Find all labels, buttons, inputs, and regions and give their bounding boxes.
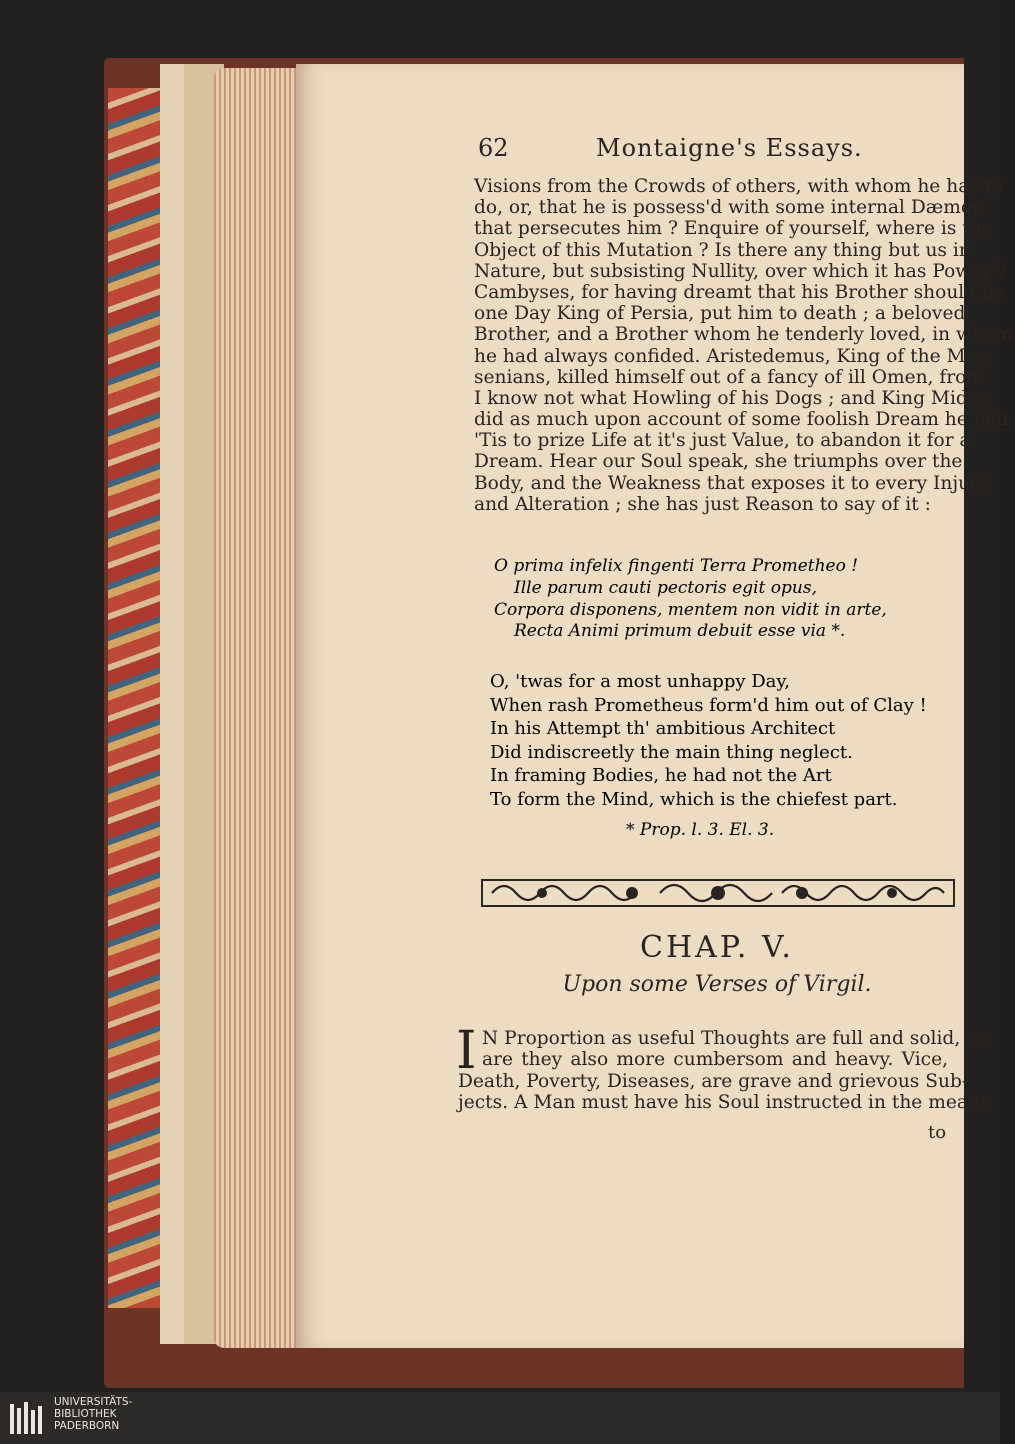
text-line: Cambyses, for having dreamt that his Brother should be <box>474 281 1005 303</box>
text-line: Dream. Hear our Soul speak, she triumphs over the <box>474 451 963 473</box>
english-verse <box>490 670 927 811</box>
page-edges <box>214 68 300 1348</box>
verse-line: Corpora disponens, mentem non vidit in arte, <box>494 599 887 620</box>
verse-line: O prima infelix fingenti Terra Prometheo ! <box>494 556 859 576</box>
text-line: do, or, that he is possess'd with some internal Dæmon <box>474 197 985 219</box>
paragraph-2 <box>456 1021 990 1114</box>
text-line: did as much upon account of some foolish Dream he had. <box>474 409 1015 431</box>
text-line: jects. A Man must have his Soul instructed in the means <box>458 1092 990 1114</box>
chapter-subtitle: Upon some Verses of Virgil. <box>562 972 872 997</box>
viewer-footer <box>0 1392 1000 1444</box>
ornament-icon <box>482 872 954 914</box>
footnote: * Prop. l. 3. El. 3. <box>626 820 775 840</box>
text-line: he had always confided. Aristedemus, King of the Mes- <box>474 345 993 367</box>
running-title: Montaigne's Essays. <box>596 134 863 162</box>
running-head <box>478 134 863 168</box>
text-line: one Day King of Persia, put him to death ; a beloved <box>474 303 966 325</box>
verse-line: To form the Mind, which is the chiefest part. <box>490 788 898 810</box>
library-logo-text <box>54 1396 132 1432</box>
text-line: that persecutes him ? Enquire of yourself, where is the <box>474 218 993 240</box>
marbled-paper <box>108 88 164 1308</box>
logo-line: UNIVERSITÄTS- <box>54 1396 133 1408</box>
text-line: and Alteration ; she has just Reason to say of it : <box>474 493 931 515</box>
text-line: I know not what Howling of his Dogs ; and King Midas <box>474 387 989 409</box>
logo-line: PADERBORN <box>54 1420 120 1432</box>
verse-line: In framing Bodies, he had not the Art <box>490 765 832 786</box>
text-line: Object of this Mutation ? Is there any thing but us in <box>474 239 971 261</box>
drop-cap: I <box>456 1021 477 1081</box>
logo-line: BIBLIOTHEK <box>54 1408 117 1420</box>
text-line: are they also more cumbersom and heavy. Vice, <box>482 1049 948 1071</box>
text-line: Visions from the Crowds of others, with whom he has to <box>474 176 1004 197</box>
text-line: 'Tis to prize Life at it's just Value, to abandon it for a <box>474 430 971 452</box>
verse-line: When rash Prometheus form'd him out of Clay ! <box>490 694 927 716</box>
catchword: to <box>928 1122 947 1143</box>
paragraph-1 <box>474 176 1015 515</box>
verse-line: O, 'twas for a most unhappy Day, <box>490 671 790 692</box>
verse-line: Did indiscreetly the main thing neglect. <box>490 741 853 763</box>
verse-line: Ille parum cauti pectoris egit opus, <box>514 577 817 598</box>
page-number: 62 <box>478 134 509 162</box>
text-line: Brother, and a Brother whom he tenderly loved, in whom <box>474 324 1013 346</box>
library-logo-icon <box>8 1398 48 1438</box>
verse-line: Recta Animi primum debuit esse via *. <box>514 621 846 642</box>
text-line: Death, Poverty, Diseases, are grave and grievous Sub- <box>458 1070 969 1092</box>
text-line: Body, and the Weakness that exposes it to every Injury <box>474 472 990 494</box>
verse-line: In his Attempt th' ambitious Architect <box>490 718 836 739</box>
text-line: senians, killed himself out of a fancy of ill Omen, from <box>474 366 984 388</box>
text-line: N Proportion as useful Thoughts are full and solid, so <box>482 1028 987 1049</box>
chapter-heading: CHAP. V. <box>640 930 794 965</box>
text-line: Nature, but subsisting Nullity, over which it has Power ? <box>474 260 1007 282</box>
latin-verse <box>494 556 887 643</box>
